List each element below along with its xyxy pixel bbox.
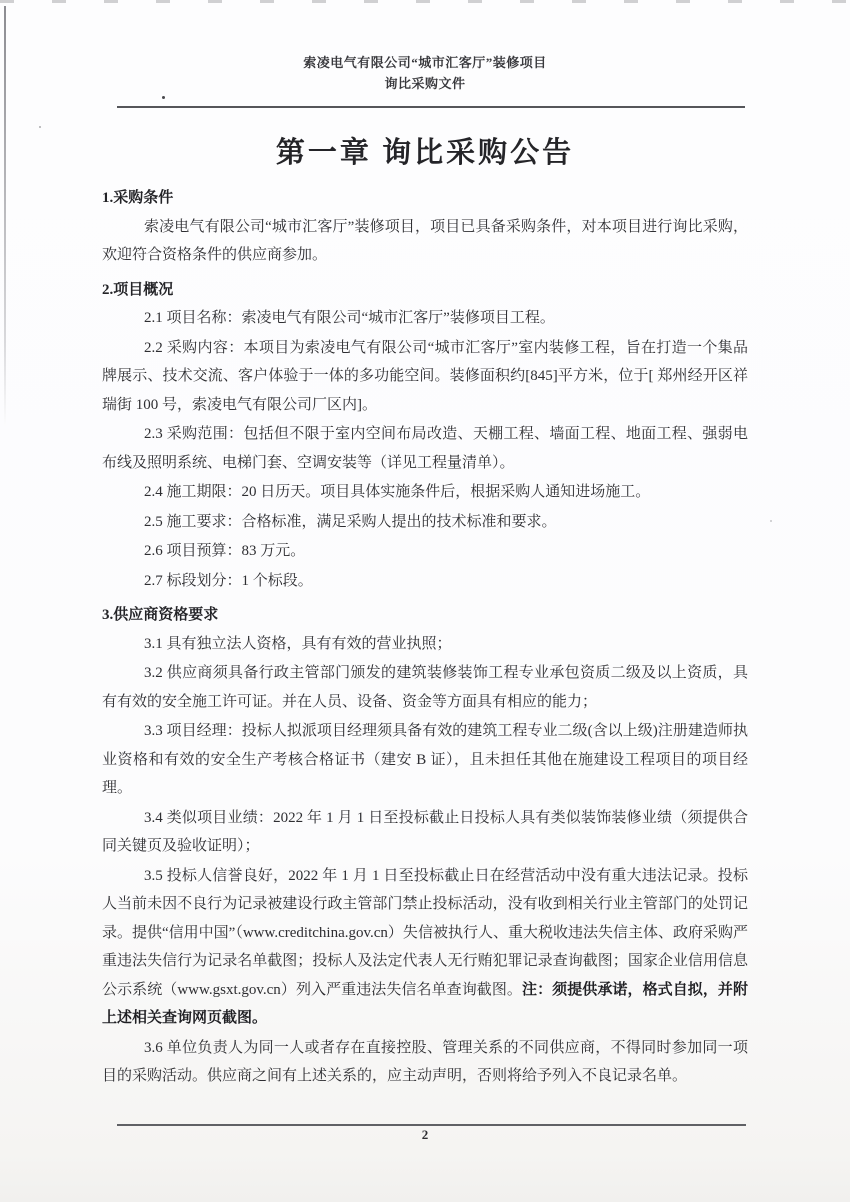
- paragraph-1-1: 索凌电气有限公司“城市汇客厅”装修项目，项目已具备采购条件，对本项目进行询比采购，欢迎符合资格条件的供应商参加。: [102, 218, 748, 263]
- paragraph-2-2: 2.2 采购内容：本项目为索凌电气有限公司“城市汇客厅”室内装修工程，旨在打造一个集品牌展示、技术交流、客户体验于一体的多功能空间。装修面积约[845]平方米，位于[ 郑州经开区祥瑞街 100 号，索凌电气有限公司厂区内]。: [102, 339, 748, 413]
- header-rule: [117, 106, 745, 108]
- header-doc-type-line: 询比采购文件: [384, 76, 466, 91]
- page-number: 2: [421, 1127, 429, 1142]
- paragraph-3-2: 3.2 供应商须具备行政主管部门颁发的建筑装修装饰工程专业承包资质二级及以上资质，具有有效的安全施工许可证。并在人员、设备、资金等方面具有相应的能力；: [102, 665, 748, 710]
- section-heading-1: 1.采购条件: [102, 190, 174, 206]
- paragraph-2-6: 2.6 项目预算：83 万元。: [144, 543, 306, 559]
- chapter-title: 第一章 询比采购公告: [275, 137, 575, 169]
- document-body: [102, 184, 748, 1092]
- scan-speck: [770, 520, 772, 522]
- section-heading-3: 3.供应商资格要求: [102, 607, 219, 623]
- paragraph-2-5: 2.5 施工要求：合格标准，满足采购人提出的技术标准和要求。: [144, 513, 557, 530]
- footer-rule: [117, 1124, 746, 1126]
- paragraph-3-5-bold-note: 注：须提供承诺，格式自拟，并附上述相关查询网页截图。: [102, 981, 748, 1026]
- paragraph-3-4: 3.4 类似项目业绩：2022 年 1 月 1 日至投标截止日投标人具有类似装饰装修业绩（须提供合同关键页及验收证明）；: [102, 809, 748, 854]
- paragraph-3-5: [102, 862, 748, 1033]
- paragraph-2-1: 2.1 项目名称：索凌电气有限公司“城市汇客厅”装修项目工程。: [144, 310, 555, 326]
- document-header: [0, 52, 850, 94]
- scan-speck: [162, 96, 165, 99]
- scan-edge-artifact-top: [0, 0, 850, 3]
- paragraph-2-3: 2.3 采购范围：包括但不限于室内空间布局改造、天棚工程、墙面工程、地面工程、强弱电布线及照明系统、电梯门套、空调安装等（详见工程量清单）。: [102, 426, 748, 471]
- paragraph-2-7: 2.7 标段划分：1 个标段。: [144, 572, 313, 589]
- scan-speck: [39, 126, 41, 128]
- header-project-line: 索凌电气有限公司“城市汇客厅”装修项目: [303, 55, 547, 70]
- paragraph-3-6: 3.6 单位负责人为同一人或者存在直接控股、管理关系的不同供应商，不得同时参加同一项目的采购活动。供应商之间有上述关系的，应主动声明，否则将给予列入不良记录名单。: [102, 1039, 748, 1084]
- paragraph-3-1: 3.1 具有独立法人资格，具有有效的营业执照；: [144, 635, 452, 652]
- paragraph-3-3: 3.3 项目经理：投标人拟派项目经理须具备有效的建筑工程专业二级(含以上级)注册建造师执业资格和有效的安全生产考核合格证书（建安 B 证），且未担任其他在施建设工程项目的项目经理。: [102, 723, 748, 796]
- section-heading-2: 2.项目概况: [102, 281, 174, 298]
- paragraph-3-5-normal: 3.5 投标人信誉良好，2022 年 1 月 1 日至投标截止日在经营活动中没有重大违法记录。投标人当前未因不良行为记录被建设行政主管部门禁止投标活动，没有收到相关行业主管部门的处罚记录。提供“信用中国”（www.creditchina.gov.cn）失信被执行人、重大税收违法失信主体、政府采购严重违法失信行为记录名单截图；投标人及法定代表人无行贿犯罪记录查询截图；国家企业信用信息公示系统（www.gsxt.gov.cn）列入严重违法失信名单查询截图。: [102, 867, 748, 998]
- paragraph-2-4: 2.4 施工期限：20 日历天。项目具体实施条件后，根据采购人通知进场施工。: [144, 484, 651, 500]
